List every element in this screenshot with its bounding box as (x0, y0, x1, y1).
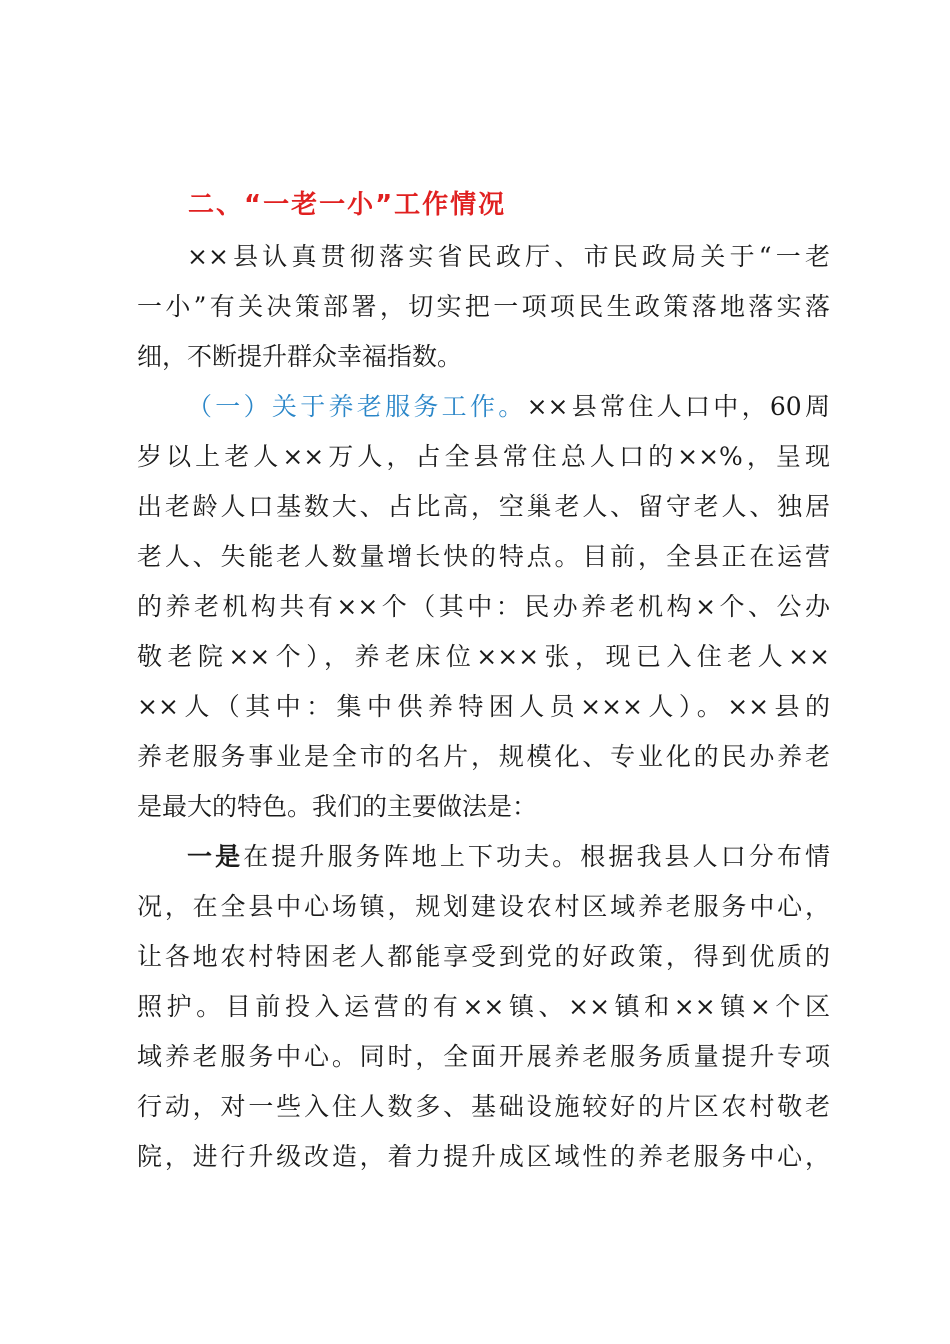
subsection-line: 是最大的特色。我们的主要做法是： (137, 792, 538, 821)
point-one-line: 让各地农村特困老人都能享受到党的好政策，得到优质的 (137, 942, 830, 971)
subsection-line: 岁以上老人××万人，占全县常住总人口的××%，呈现 (137, 442, 830, 471)
point-one-line: 院，进行升级改造，着力提升成区域性的养老服务中心， (137, 1142, 830, 1171)
point-one-first-line (187, 832, 830, 882)
subsection-line: 出老龄人口基数大、占比高，空巢老人、留守老人、独居 (137, 492, 830, 521)
subsection-line: 养老服务事业是全市的名片，规模化、专业化的民办养老 (137, 742, 830, 771)
subsection-line: ××人（其中：集中供养特困人员×××人）。××县的 (137, 692, 830, 721)
subsection-line: 敬老院××个），养老床位×××张，现已入住老人×× (137, 642, 830, 671)
subsection-first-line-rest: ××县常住人口中，60周 (526, 392, 830, 421)
intro-line: ××县认真贯彻落实省民政厅、市民政局关于“一老 (187, 242, 830, 271)
subsection-line: 的养老机构共有××个（其中：民办养老机构×个、公办 (137, 592, 830, 621)
point-one-line: 行动，对一些入住人数多、基础设施较好的片区农村敬老 (137, 1092, 830, 1121)
point-one-line: 照护。目前投入运营的有××镇、××镇和××镇×个区 (137, 992, 830, 1021)
point-one-line: 域养老服务中心。同时，全面开展养老服务质量提升专项 (137, 1042, 830, 1071)
intro-line: 一小”有关决策部署，切实把一项项民生政策落地落实落 (137, 292, 830, 321)
point-one-lead: 一是 (187, 842, 244, 871)
point-one-line: 况，在全县中心场镇，规划建设农村区域养老服务中心， (137, 892, 830, 921)
section-heading: 二、“一老一小”工作情况 (188, 190, 507, 220)
subsection-first-line (187, 382, 830, 432)
point-one-first-line-rest: 在提升服务阵地上下功夫。根据我县人口分布情 (243, 842, 830, 871)
subsection-line: 老人、失能老人数量增长快的特点。目前，全县正在运营 (137, 542, 830, 571)
subsection-title: （一）关于养老服务工作。 (187, 392, 527, 421)
intro-line: 细，不断提升群众幸福指数。 (137, 342, 463, 371)
